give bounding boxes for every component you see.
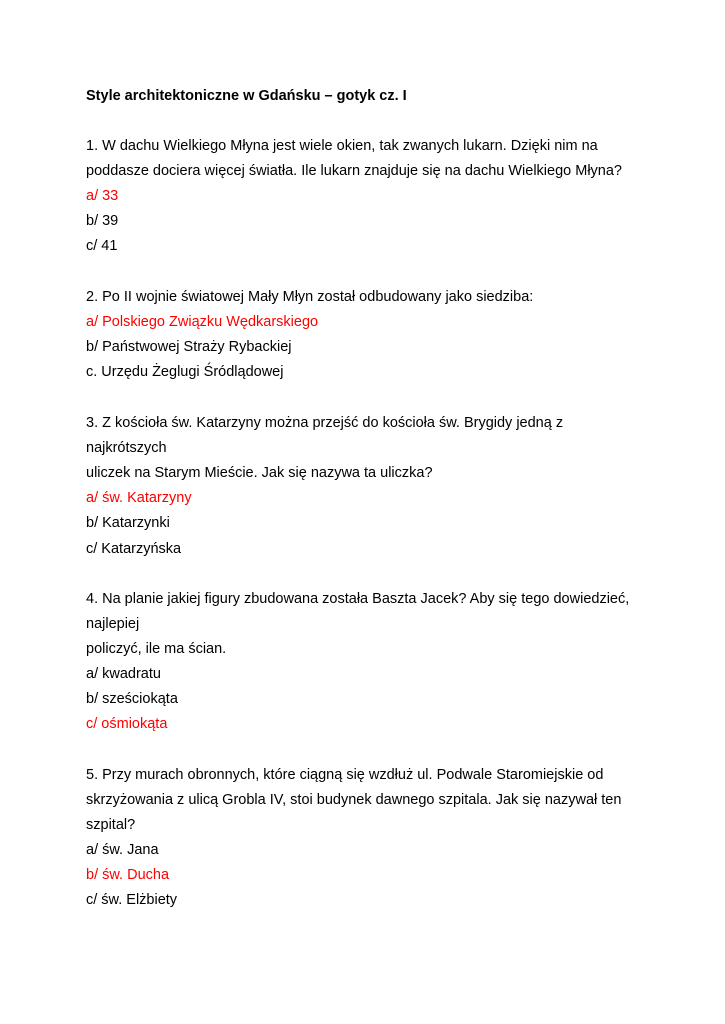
question-4-answer-a: a/ kwadratu xyxy=(86,666,161,682)
question-1-answer-a: a/ 33 xyxy=(86,188,119,204)
question-3-answer-a: a/ św. Katarzyny xyxy=(86,490,192,506)
question-1-answer-b: b/ 39 xyxy=(86,213,119,229)
question-5-line-1: 5. Przy murach obronnych, które ciągną się wzdłuż ul. Podwale Staromiejskie od xyxy=(86,767,604,783)
question-1-line-2: poddasze dociera więcej światła. Ile lukarn znajduje się na dachu Wielkiego Młyna? xyxy=(86,163,622,179)
question-3-line-2: najkrótszych xyxy=(86,440,167,456)
question-2-line-1: 2. Po II wojnie światowej Mały Młyn został odbudowany jako siedziba: xyxy=(86,289,534,305)
question-4-line-1: 4. Na planie jakiej figury zbudowana została Baszta Jacek? Aby się tego dowiedzieć, xyxy=(86,591,630,607)
question-2-answer-c: c. Urzędu Żeglugi Śródlądowej xyxy=(86,364,284,380)
question-5-answer-c: c/ św. Elżbiety xyxy=(86,892,178,908)
document-title: Style architektoniczne w Gdańsku – gotyk cz. I xyxy=(86,88,407,104)
question-3-line-1: 3. Z kościoła św. Katarzyny można przejść do kościoła św. Brygidy jedną z xyxy=(86,415,564,431)
question-2-answer-b: b/ Państwowej Straży Rybackiej xyxy=(86,339,292,355)
question-2-answer-a: a/ Polskiego Związku Wędkarskiego xyxy=(86,314,319,330)
question-5-answer-a: a/ św. Jana xyxy=(86,842,159,858)
question-5-line-3: szpital? xyxy=(86,817,136,833)
question-3-answer-c: c/ Katarzyńska xyxy=(86,541,182,557)
question-4-line-3: policzyć, ile ma ścian. xyxy=(86,641,227,657)
question-3-line-3: uliczek na Starym Mieście. Jak się nazywa ta uliczka? xyxy=(86,465,433,481)
question-4-answer-c: c/ ośmiokąta xyxy=(86,716,168,732)
question-4-answer-b: b/ sześciokąta xyxy=(86,691,178,707)
question-5-line-2: skrzyżowania z ulicą Grobla IV, stoi budynek dawnego szpitala. Jak się nazywał ten xyxy=(86,792,622,808)
question-1-line-1: 1. W dachu Wielkiego Młyna jest wiele okien, tak zwanych lukarn. Dzięki nim na xyxy=(86,138,598,154)
question-5-answer-b: b/ św. Ducha xyxy=(86,867,170,883)
question-4-line-2: najlepiej xyxy=(86,616,140,632)
question-3-answer-b: b/ Katarzynki xyxy=(86,515,170,531)
question-1-answer-c: c/ 41 xyxy=(86,238,118,254)
